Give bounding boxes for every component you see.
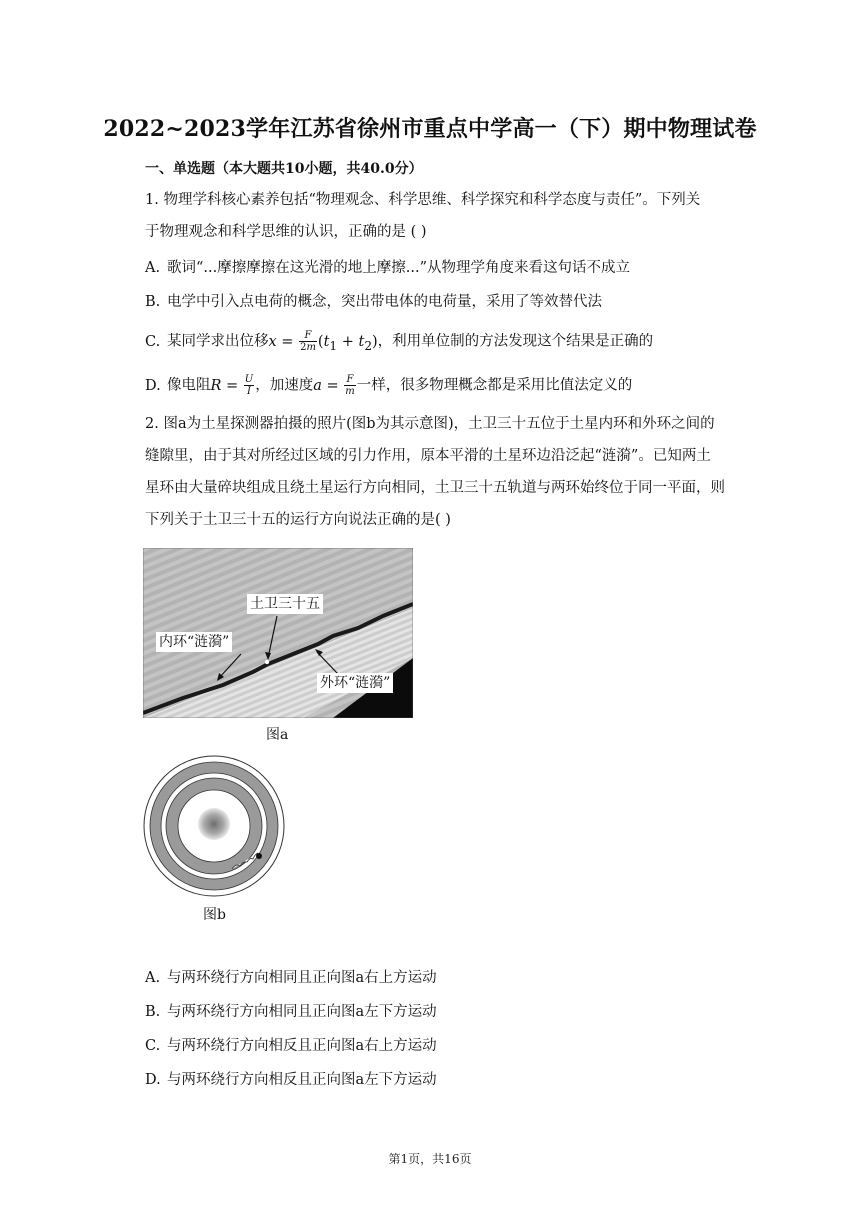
question-1-line-1: 1. 物理学科核心素养包括“物理观念、科学思维、科学探究和科学态度与责任”。下列关 (145, 192, 701, 208)
question-2-line-3: 星环由大量碎块组成且绕土星运行方向相同，土卫三十五轨道与两环始终位于同一平面，则 (145, 480, 725, 496)
label-moon: 土卫三十五 (247, 594, 323, 614)
q2-option-b (145, 1002, 437, 1022)
option-text: 与两环绕行方向相反且正向图a右上方运动 (167, 1038, 437, 1054)
option-text-pre: 某同学求出位移 (167, 333, 269, 350)
question-1-stem (145, 184, 755, 248)
formula-resistance: R = $\frac{U}{I}$ (210, 374, 254, 397)
figure-b-caption: 图b (203, 907, 226, 923)
option-text-post: 一样，很多物理概念都是采用比值法定义的 (356, 377, 633, 394)
option-label: D. (145, 377, 161, 394)
option-text: 电学中引入点电荷的概念，突出带电体的电荷量，采用了等效替代法 (167, 294, 602, 310)
q2-option-c (145, 1036, 437, 1056)
option-text: 歌词“...摩擦摩擦在这光滑的地上摩擦...”从物理学角度来看这句话不成立 (167, 260, 630, 276)
section-heading: 一、单选题（本大题共10小题，共40.0分） (145, 161, 423, 177)
label-inner-ripple: 内环“涟漪” (156, 632, 232, 652)
page-footer: 第1页，共16页 (388, 1152, 472, 1166)
formula-acceleration: a = $\frac{F}{m}$ (313, 374, 355, 397)
option-label: C. (145, 333, 161, 350)
option-label: C. (145, 1038, 161, 1054)
option-label: B. (145, 294, 161, 310)
option-text: 与两环绕行方向相反且正向图a左下方运动 (167, 1072, 437, 1088)
q2-option-a (145, 968, 437, 988)
saturn-rings-diagram (142, 754, 286, 898)
question-2-line-1: 2. 图a为土星探测器拍摄的照片(图b为其示意图)，土卫三十五位于土星内环和外环之间的 (145, 416, 715, 432)
figure-b-diagram (142, 754, 286, 898)
option-text-pre: 像电阻 (167, 377, 211, 394)
figure-a-caption: 图a (266, 727, 289, 743)
option-label: A. (145, 260, 161, 276)
option-text-post: ，利用单位制的方法发现这个结果是正确的 (377, 333, 654, 350)
q2-option-d (145, 1070, 437, 1090)
q1-option-b (145, 292, 602, 312)
formula-displacement: x = $\frac{F}{2m}$ $(t_1 + t_2)$ (268, 330, 378, 353)
figure-a-photo (143, 548, 413, 718)
option-text: 与两环绕行方向相同且正向图a右上方运动 (167, 970, 437, 986)
label-outer-ripple: 外环“涟漪” (317, 673, 393, 693)
exam-title: 2022~2023学年江苏省徐州市重点中学高一（下）期中物理试卷 (103, 116, 757, 142)
option-label: D. (145, 1072, 161, 1088)
option-label: B. (145, 1004, 161, 1020)
q1-option-d (145, 374, 632, 397)
option-text-mid: ，加速度 (255, 377, 314, 394)
q1-option-c (145, 330, 653, 355)
q1-option-a (145, 258, 630, 278)
option-label: A. (145, 970, 161, 986)
question-1-line-2: 于物理观念和科学思维的认识，正确的是 ( ) (145, 224, 427, 240)
question-2-stem (145, 408, 755, 536)
option-text: 与两环绕行方向相同且正向图a左下方运动 (167, 1004, 437, 1020)
question-2-line-2: 缝隙里，由于其对所经过区域的引力作用，原本平滑的土星环边沿泛起“涟漪”。已知两土 (145, 448, 711, 464)
question-2-line-4: 下列关于土卫三十五的运行方向说法正确的是( ) (145, 512, 451, 528)
